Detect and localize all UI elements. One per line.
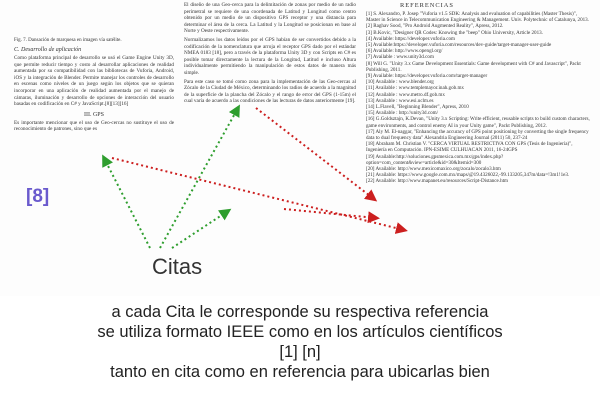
arrow-to-col1-citation (104, 158, 150, 248)
reference-item: [9] Available: https://developer.vuforia.com/target-manager (366, 73, 488, 80)
slide-caption-line: [1] [n] (279, 343, 321, 361)
arrow-ref-18 (256, 108, 374, 199)
reference-item: [20] Available: http://www.mexicomaxico.org/zocalo/zocalo3.htm (366, 166, 501, 173)
paragraph: Para este caso se tomó como zona para la implementación de las Geo-cercas al Zócalo de la Ciudad de México, determinando los radios de acuerdo a la magnitud de la superficie de la plancha del Zócalo y el rango de error del GPS (1-15m) el cual varía de acuerdo a las condiciones de las lecturas de datos anteriormente [19]. (184, 78, 356, 105)
reference-item: [10] Available : www.blender.org (366, 79, 434, 86)
reference-item: [22] Available: http://www.mapanet.eu/resources/Script-Distance.htm (366, 178, 509, 185)
reference-item: [7] Available : www.unity3d.com (366, 54, 434, 61)
section-heading: C. Desarrollo de aplicación (14, 47, 82, 53)
figure-caption: Fig. 7. Dansación de marquesa en imagen vía satélite. (14, 38, 122, 43)
paper-column-left (14, 38, 174, 133)
reference-item: [15] Available : http://unity3d.com/ (366, 110, 439, 117)
reference-item: [11] Available : www.templemayor.inah.gob.mx (366, 85, 464, 92)
citation-example: [8] (26, 186, 50, 207)
citas-label: Citas (152, 254, 203, 279)
reference-item: [5] Available:https://developer.vuforia.com/resources/dev-guide/target-manager-user-guide (366, 42, 552, 49)
reference-item: [13] Available : www.esi.uclm.es (366, 97, 434, 104)
arrow-ref-19 (284, 209, 376, 218)
arrow-to-col2-citation-19 (172, 211, 228, 248)
reference-item: [14] L.Flavell, "Beginning Blender", Apress, 2010 (366, 104, 469, 111)
reference-item: [2] Raghav Sood, "Pro Android Augmented Reality", Apress, 2012. (366, 23, 504, 30)
reference-list (366, 11, 590, 185)
paragraph: Es importante mencionar que el uso de Geo-cercas no sustituye el uso de reconocimiento de patrones, sino que es (14, 119, 174, 133)
reference-item: [1] S. Alexandro, P. Josep "Vuforia v1.5 SDK: Analysis and evaluation of capabilities (Master Thesis)", Master in Science in Telecommunication Engineering & Management. Univ. Polytechnic of Catalunya, 2013. (366, 11, 590, 24)
arrow-ref-8 (112, 158, 404, 230)
section-heading-gps: III. GPS (83, 111, 104, 118)
reference-item: [18] Abraham M. Christian V. "CERCA VIRTUAL RESTRICTIVA CON GPS (Tesis de Ingeniería)", Ingeniería en Computación. IPN-ESIME CULHUACAN 2011, 16-24GPS (366, 141, 573, 154)
reference-item: [12] Available : www.metro.df.gob.mx (366, 91, 445, 98)
reference-item: [8] Will G. "Unity 3.x Game Development Essentials: Game development with C# and Javascript", Packt Publishing, 2011. (366, 60, 581, 73)
slide-caption-line: a cada Cita le corresponde su respectiva referencia (111, 303, 489, 321)
reference-item: [3] B.Kovic, "Designer QR Codes: Knowing the "beep" Ohio University, Article 2013. (366, 29, 543, 36)
reference-item: [17] Aly M. El-naggar, "Enhancing the accuracy of GPS point positioning by converting the single frequency data to dual frequency data" Alexandria Engineering Journal (2011) 50, 237-24 (366, 128, 589, 142)
reference-item: [16] G.Goldsztajn, K.Devan, "Unity 3.x Scripting: Write efficient, reusable scripts to build custom characters, game environments, and control enemy AI in your Unity game", Packt Publishing, 2012. (366, 116, 590, 129)
references-column (366, 2, 590, 185)
paragraph: Normalizamos los datos leídos por el GPS habían de ser convertidos debido a la codificación de la nomenclatura que arroja el receptor GPS dado por el estándar NMEA 0183 [18], pero a través de la plataforma Unity 3D y con Scripts en C# es posible tomar directamente la lectura de la Longitud, Latitud e incluso Altura individualmente permitiendo la manipulación de estos datos de manera más simple. (184, 36, 356, 76)
reference-item: [21] Available: https://www.google.com.mx/maps/@19.4326022,-99.133205,347m/data=!3m1!1e3. (366, 172, 570, 179)
reference-item: [6] Available: http://www.opengl.org/ (366, 48, 443, 55)
reference-item: [4] Available: https://developer.vuforia.com (366, 35, 456, 42)
slide-caption-line: se utiliza formato IEEE como en los artículos científicos (97, 323, 503, 341)
reference-item: [19] Available:http://soluciones.gpsmexica.com.mx/gps/index.php?option=com_content&view=article&id=30&Itemid=300 (366, 153, 504, 166)
paragraph: El diseño de una Geo-cerca para la delimitación de zonas por medio de un radio perimetral se requiere de una coordenada de Latitud y Longitud como centro obtenido por un medio de un dispositivo GPS receptor y una distancia para determinar el área de la cerca. La Latitud y la Longitud se posicionan en base al Norte y Oeste respectivamente. (184, 2, 356, 35)
paper-column-middle (184, 2, 356, 105)
slide-caption-line: tanto en cita como en referencia para ubicarlas bien (110, 363, 490, 381)
paragraph: Como plataforma principal de desarrollo se usó el Game Engine Unity 3D, que permite reducir tiempo y costo al desarrollar aplicaciones de realidad aumentada por su compatibilidad con las bibliotecas de Vuforia, Android, iOS y la integración de Blender. Permite manejar los controles de desarrollo en escenas como niveles de un juego según los objetos que se quieran incorporar en una aplicación de realidad aumentada por el manejo de cámaras, iluminación y desarrollo de opciones de interacción del usuario basadas en codificación en C# y JavaScript.[8][13][16] (14, 55, 174, 108)
references-title: REFERENCIAS (400, 2, 454, 9)
